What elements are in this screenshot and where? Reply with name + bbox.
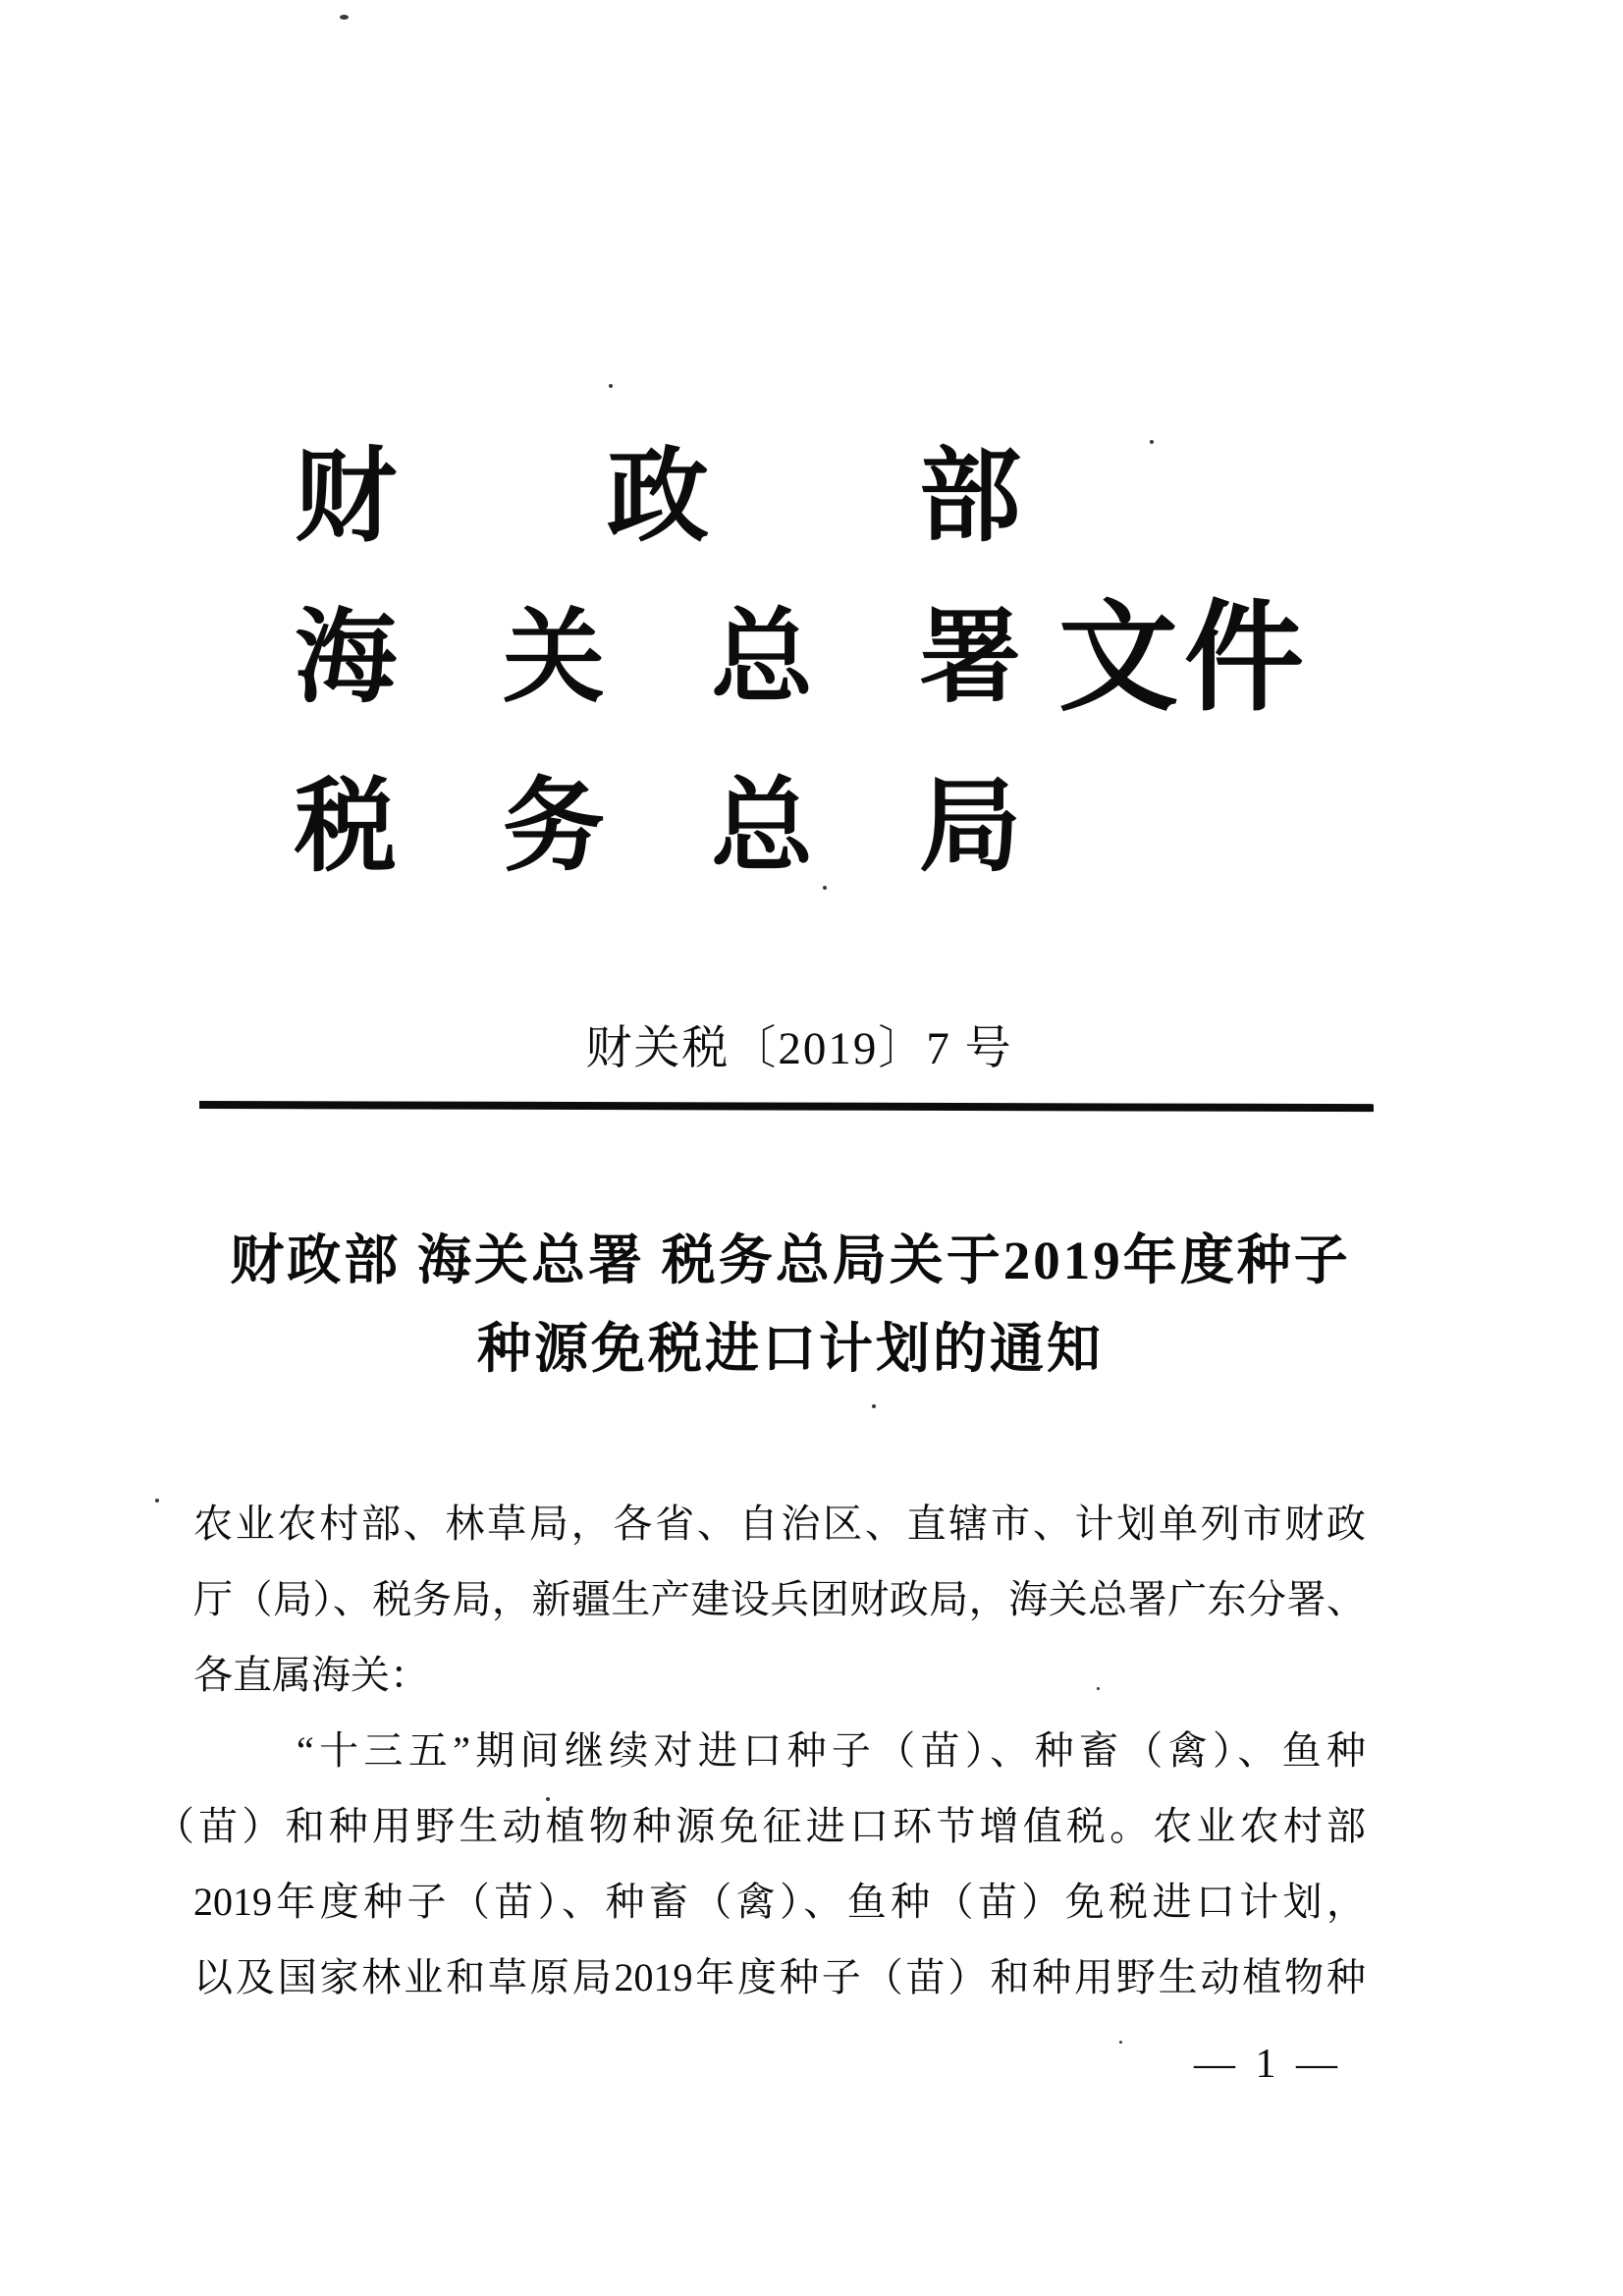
body-line: 农业农村部、林草局，各省、自治区、直辖市、计划单列市财政	[193, 1502, 1366, 1546]
agency-char: 关	[502, 602, 605, 715]
agency-char: 署	[918, 602, 1021, 715]
agency-line-3	[295, 771, 1021, 884]
scan-speck	[546, 1797, 550, 1801]
body-line: （苗）和种用野生动植物种源免征进口环节增值税。农业农村部	[155, 1804, 1366, 1848]
agency-line-1	[295, 441, 1021, 554]
scan-speck	[872, 1404, 876, 1408]
title-line-2: 种源免税进口计划的通知	[476, 1319, 1104, 1379]
agency-char: 财	[295, 441, 398, 554]
agency-char: 政	[606, 441, 709, 554]
scan-speck	[1119, 2041, 1122, 2044]
agency-char: 部	[918, 441, 1021, 554]
agency-char: 海	[295, 602, 398, 715]
header-doc-word: 文件	[1058, 593, 1310, 726]
document-number: 财关税〔2019〕7 号	[585, 1023, 1013, 1074]
body-line: 2019年度种子（苗）、种畜（禽）、鱼种（苗）免税进口计划，	[193, 1880, 1366, 1924]
agency-char: 税	[295, 771, 398, 884]
body-line: 厅（局）、税务局，新疆生产建设兵团财政局，海关总署广东分署、	[193, 1577, 1366, 1621]
body-line: “十三五”期间继续对进口种子（苗）、种畜（禽）、鱼种	[297, 1728, 1366, 1773]
agency-char: 局	[918, 771, 1021, 884]
scan-speck	[340, 15, 349, 20]
separator-rule	[199, 1101, 1374, 1112]
scan-speck	[823, 886, 827, 890]
page-number: — 1 —	[1194, 2042, 1342, 2087]
agency-char: 务	[502, 771, 605, 884]
agency-char: 总	[710, 771, 813, 884]
scan-speck	[1150, 440, 1154, 444]
title-line-1: 财政部 海关总署 税务总局关于2019年度种子	[230, 1230, 1351, 1290]
body-line: 各直属海关：	[193, 1653, 429, 1697]
agency-line-2	[295, 602, 1021, 715]
body-line: 以及国家林业和草原局2019年度种子（苗）和种用野生动植物种	[193, 1955, 1366, 1999]
agency-char: 总	[710, 602, 813, 715]
scan-speck	[1097, 1687, 1100, 1690]
scan-speck	[155, 1499, 159, 1503]
scan-speck	[609, 384, 613, 388]
